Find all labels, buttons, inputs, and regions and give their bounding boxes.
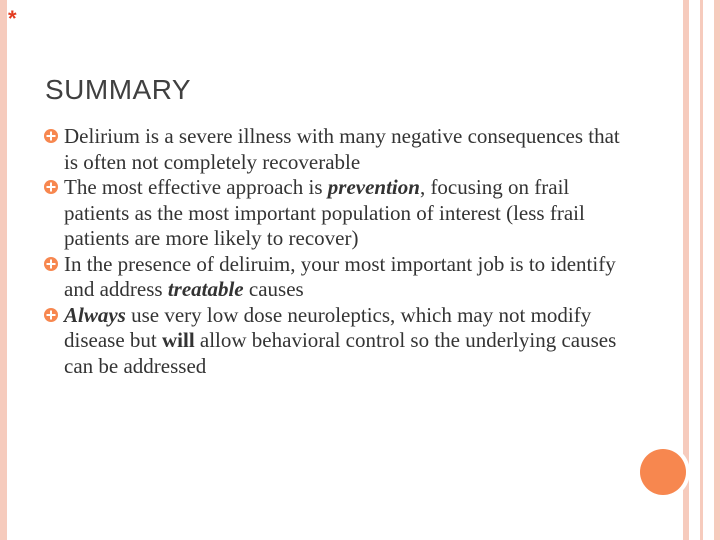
- bullet-text: [64, 252, 616, 302]
- bullet-text-part: In the presence of deliruim, your most important job is to identify and address: [64, 251, 616, 301]
- bullet-item: [44, 124, 629, 175]
- orange-cross-circle-icon: [44, 129, 58, 143]
- bullet-item: [44, 303, 629, 380]
- orange-cross-circle-icon: [44, 257, 58, 271]
- orange-cross-circle-icon: [44, 180, 58, 194]
- bullet-item: [44, 252, 629, 303]
- slide-title: SUMMARY: [45, 74, 192, 105]
- orange-cross-circle-icon: [44, 308, 58, 322]
- bullet-text: [64, 175, 585, 250]
- right-border-edge: [714, 0, 720, 540]
- bullet-text: [64, 303, 616, 378]
- bullet-text-part: allow behavioral control so the underlying causes can be addressed: [64, 328, 617, 378]
- bullet-item: [44, 175, 629, 252]
- bullet-text: [64, 124, 620, 174]
- emphasis-treatable: treatable: [167, 277, 244, 301]
- decorative-orange-circle: [640, 449, 686, 495]
- left-border-strip: [0, 0, 7, 540]
- emphasis-will: will: [161, 328, 195, 352]
- bullet-list: [44, 124, 629, 379]
- right-border-line: [700, 0, 703, 540]
- bullet-text-part: Delirium is a severe illness with many negative consequences that is often not completely recoverable: [64, 124, 620, 174]
- emphasis-always: Always: [64, 302, 126, 327]
- bullet-text-part: use very low dose neuroleptics, which may not modify disease but: [64, 302, 592, 352]
- corner-star-icon: *: [8, 6, 17, 31]
- bullet-text-part: causes: [243, 277, 304, 301]
- emphasis-prevention: prevention: [327, 175, 420, 199]
- bullet-text-part: , focusing on frail patients as the most important population of interest (less frail patients are more likely to recover): [64, 175, 585, 250]
- bullet-text-part: The most effective approach is: [64, 175, 328, 199]
